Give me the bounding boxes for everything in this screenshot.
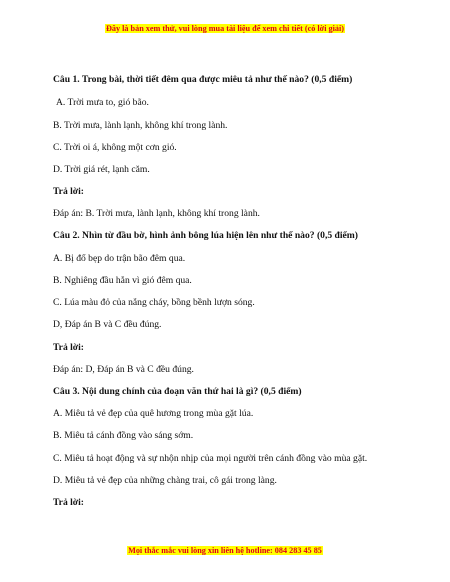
question-2-option-d: D, Đáp án B và C đều đúng. — [53, 319, 162, 330]
question-1-option-b: B. Trời mưa, lành lạnh, không khí trong lành. — [53, 120, 228, 131]
hotline-banner — [0, 546, 450, 555]
question-3-option-d: D. Miêu tả vẻ đẹp của những chàng trai, cô gái trong làng. — [53, 475, 277, 486]
question-1-option-d: D. Trời giá rét, lạnh căm. — [53, 164, 150, 175]
question-2-answer-label: Trả lời: — [53, 342, 84, 353]
question-2-option-c: C. Lúa màu đỏ của nắng cháy, bồng bềnh lượn sóng. — [53, 297, 255, 308]
question-1-answer-label: Trả lời: — [53, 186, 84, 197]
question-1-answer: Đáp án: B. Trời mưa, lành lạnh, không khí trong lành. — [53, 208, 260, 219]
preview-notice-text: Đây là bản xem thử, vui lòng mua tài liệu để xem chi tiết (có lời giải) — [105, 24, 344, 33]
question-3-option-b: B. Miêu tả cánh đồng vào sáng sớm. — [53, 430, 194, 441]
question-2-option-a: A. Bị đổ bẹp do trận bão đêm qua. — [53, 253, 186, 264]
hotline-text: Mọi thắc mắc vui lòng xin liên hệ hotline: 084 283 45 85 — [128, 546, 322, 555]
question-3-answer-label: Trả lời: — [53, 497, 84, 508]
preview-notice-banner — [0, 24, 450, 33]
question-1-title: Câu 1. Trong bài, thời tiết đêm qua được miêu tả như thế nào? (0,5 điểm) — [53, 74, 353, 85]
question-2-option-b: B. Nghiêng đầu hẳn vì gió đêm qua. — [53, 275, 192, 286]
question-3-option-c: C. Miêu tả hoạt động và sự nhộn nhịp của mọi người trên cánh đồng vào mùa gặt. — [53, 453, 368, 464]
question-2-answer: Đáp án: D, Đáp án B và C đều đúng. — [53, 364, 194, 375]
question-3-title: Câu 3. Nội dung chính của đoạn văn thứ hai là gì? (0,5 điểm) — [53, 386, 302, 397]
question-1-option-a: A. Trời mưa to, gió bão. — [56, 97, 149, 108]
question-2-title: Câu 2. Nhìn từ đầu bờ, hình ảnh bông lúa hiện lên như thế nào? (0,5 điểm) — [53, 230, 358, 241]
question-1-option-c: C. Trời oi á, không một cơn gió. — [53, 142, 177, 153]
question-3-option-a: A. Miêu tả vẻ đẹp của quê hương trong mùa gặt lúa. — [53, 408, 254, 419]
